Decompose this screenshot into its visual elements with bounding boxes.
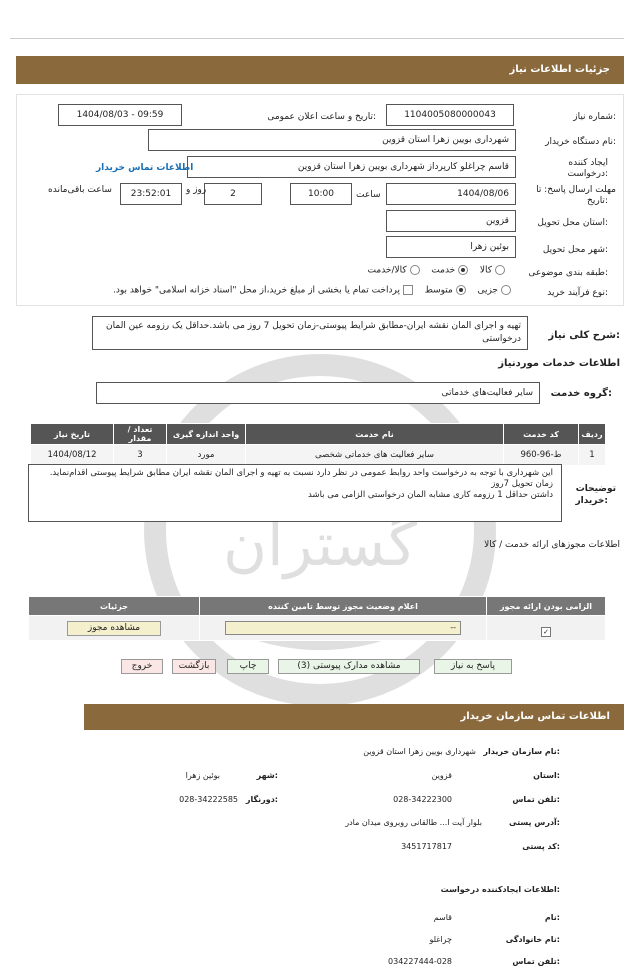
category-label: طبقه بندی موضوعی: bbox=[528, 268, 608, 278]
category-service-label: خدمت bbox=[431, 265, 456, 276]
contact-postal-value: 3451717817 bbox=[401, 842, 452, 851]
city-label: شهر محل تحویل: bbox=[542, 245, 608, 255]
attachments-button[interactable]: مشاهده مدارک پیوستی (3) bbox=[278, 659, 420, 674]
creator-family-label: نام خانوادگی: bbox=[505, 935, 560, 944]
announce-field: 1404/08/03 - 09:59 bbox=[58, 104, 182, 126]
creator-name-label: نام: bbox=[544, 913, 560, 922]
process-medium-label: متوسط bbox=[424, 285, 453, 296]
days-label: روز و bbox=[186, 185, 207, 195]
process-options bbox=[113, 285, 514, 296]
deadline-label-2: تاریخ: bbox=[587, 196, 608, 206]
remaining-time-field: 23:52:01 bbox=[120, 183, 182, 205]
buyer-notes-label-1: توضیحات bbox=[575, 484, 616, 494]
time-label: ساعت bbox=[356, 190, 381, 200]
lic-col-details: جزئیات bbox=[29, 597, 200, 616]
contact-fax-label: دورنگار: bbox=[245, 795, 278, 804]
category-goods-label: کالا bbox=[479, 265, 492, 276]
process-minor-label: جزیی bbox=[477, 285, 498, 296]
process-radio-medium[interactable] bbox=[456, 285, 466, 295]
creator-label-1: ایجاد کننده bbox=[568, 158, 608, 168]
licenses-table bbox=[28, 596, 606, 641]
payment-note: پرداخت تمام یا بخشی از مبلغ خرید،از محل "اسناد خزانه اسلامی" خواهد بود. bbox=[112, 285, 400, 296]
top-divider bbox=[10, 38, 624, 39]
table-row bbox=[31, 445, 606, 466]
print-button[interactable]: چاپ bbox=[227, 659, 269, 674]
cell-date: 1404/08/12 bbox=[31, 445, 114, 466]
col-row: ردیف bbox=[579, 424, 606, 445]
cell-qty: 3 bbox=[114, 445, 167, 466]
cell-name: سایر فعالیت های خدماتی شخصی bbox=[246, 445, 504, 466]
cell-code: ط-96-960 bbox=[504, 445, 579, 466]
creator-label-2: درخواست: bbox=[567, 169, 608, 179]
province-label: استان محل تحویل: bbox=[537, 218, 608, 228]
exit-button[interactable]: خروج bbox=[121, 659, 163, 674]
lic-required-cell bbox=[487, 616, 606, 641]
province-field: قزوین bbox=[386, 210, 516, 232]
contact-address-label: آدرس پستی: bbox=[509, 818, 560, 827]
category-radio-service[interactable] bbox=[458, 265, 468, 275]
process-label: نوع فرآیند خرید: bbox=[547, 288, 608, 298]
contact-fax-value: 028-34222585 bbox=[179, 795, 238, 804]
services-table bbox=[30, 423, 606, 466]
city-field: بوئین زهرا bbox=[386, 236, 516, 258]
watermark-text: گستران bbox=[222, 510, 418, 580]
payment-checkbox[interactable] bbox=[403, 285, 413, 295]
creator-info-title: اطلاعات ایجادکننده درخواست: bbox=[440, 885, 560, 894]
buyer-note-line-1: این شهرداری با توجه به درخواست واحد روابط عمومی در نظر دارد نسبت به تهیه و اجرای المان نقشه ایران مطابق شرایط پیوستی اقدام‌نماید. bbox=[49, 468, 553, 478]
days-field: 2 bbox=[204, 183, 262, 205]
buyer-notes-field bbox=[28, 464, 562, 522]
buyer-org-field: شهرداری بویین زهرا استان قزوین bbox=[148, 129, 516, 151]
summary-field: تهیه و اجرای المان نقشه ایران-مطابق شرایط پیوستی-زمان تحویل 7 روز می باشد.حداقل یک رزومه عین المان درخواستی bbox=[92, 316, 528, 350]
col-unit: واحد اندازه گیری bbox=[167, 424, 246, 445]
licenses-title: اطلاعات مجوزهای ارائه خدمت / کالا bbox=[484, 540, 620, 550]
license-row bbox=[29, 616, 606, 641]
view-license-button[interactable]: مشاهده مجوز bbox=[67, 621, 161, 636]
license-status-field[interactable]: -- bbox=[225, 621, 461, 635]
contact-info-link[interactable]: اطلاعات تماس خریدار bbox=[96, 163, 194, 173]
contact-phone-label: تلفن تماس: bbox=[512, 795, 560, 804]
process-radio-minor[interactable] bbox=[501, 285, 511, 295]
category-options bbox=[368, 265, 508, 276]
back-button[interactable]: بازگشت bbox=[172, 659, 216, 674]
col-name: نام خدمت bbox=[246, 424, 504, 445]
creator-family-value: چراغلو bbox=[429, 935, 452, 944]
service-group-field: سایر فعالیت‌های خدماتی bbox=[96, 382, 540, 404]
deadline-label-1: مهلت ارسال پاسخ: تا bbox=[536, 185, 616, 195]
creator-field: قاسم چراغلو کارپرداز شهرداری بویین زهرا استان قزوین bbox=[187, 156, 516, 178]
reply-button[interactable]: پاسخ به نیاز bbox=[434, 659, 512, 674]
lic-status-cell bbox=[200, 616, 487, 641]
category-radio-both[interactable] bbox=[410, 265, 420, 275]
contact-city-value: بوئین زهرا bbox=[185, 771, 220, 780]
category-both-label: کالا/خدمت bbox=[367, 265, 407, 276]
creator-name-value: قاسم bbox=[433, 913, 452, 922]
contact-org-value: شهرداری بویین زهرا استان قزوین bbox=[363, 747, 476, 756]
service-group-label: گروه خدمت: bbox=[550, 388, 612, 399]
lic-col-status: اعلام وضعیت مجوز توسط تامین کننده bbox=[200, 597, 487, 616]
cell-unit: مورد bbox=[167, 445, 246, 466]
category-radio-goods[interactable] bbox=[495, 265, 505, 275]
contact-phone-value: 028-34222300 bbox=[393, 795, 452, 804]
buyer-org-label: نام دستگاه خریدار: bbox=[545, 137, 616, 147]
buyer-note-line-2: زمان تحویل 7روز bbox=[491, 479, 553, 489]
contact-city-label: شهر: bbox=[256, 771, 278, 780]
cell-row: 1 bbox=[579, 445, 606, 466]
contact-header: اطلاعات تماس سازمان خریدار bbox=[84, 704, 624, 730]
contact-province-value: قزوین bbox=[431, 771, 452, 780]
deadline-time-field: 10:00 bbox=[290, 183, 352, 205]
contact-province-label: استان: bbox=[533, 771, 560, 780]
need-number-field: 1104005080000043 bbox=[386, 104, 514, 126]
creator-phone-value: 034227444-028 bbox=[388, 957, 452, 966]
lic-details-cell bbox=[29, 616, 200, 641]
contact-org-label: نام سازمان خریدار: bbox=[483, 747, 560, 756]
services-section-title: اطلاعات خدمات موردنیاز bbox=[498, 358, 620, 369]
col-code: کد خدمت bbox=[504, 424, 579, 445]
summary-label: شرح کلی نیاز: bbox=[548, 330, 620, 341]
announce-label: تاریخ و ساعت اعلان عمومی: bbox=[267, 112, 376, 122]
col-date: تاریخ نیاز bbox=[31, 424, 114, 445]
lic-col-required: الزامی بودن ارائه مجوز bbox=[487, 597, 606, 616]
buyer-notes-label-2: خریدار: bbox=[575, 496, 608, 506]
col-qty: تعداد / مقدار bbox=[114, 424, 167, 445]
need-number-label: شماره نیاز: bbox=[573, 112, 616, 122]
contact-address-value: بلوار آیت ا... طالقانی روبروی میدان مادر bbox=[345, 818, 482, 827]
buyer-note-line-3: داشتن حداقل 1 رزومه کاری مشابه المان درخواستی الزامی می باشد bbox=[308, 490, 553, 500]
contact-postal-label: کد پستی: bbox=[522, 842, 560, 851]
required-checkbox: ✓ bbox=[541, 627, 551, 637]
remaining-label: ساعت باقی‌مانده bbox=[48, 185, 112, 195]
page-header: جزئیات اطلاعات نیاز bbox=[16, 56, 624, 84]
creator-phone-label: تلفن تماس: bbox=[512, 957, 560, 966]
deadline-date-field: 1404/08/06 bbox=[386, 183, 516, 205]
